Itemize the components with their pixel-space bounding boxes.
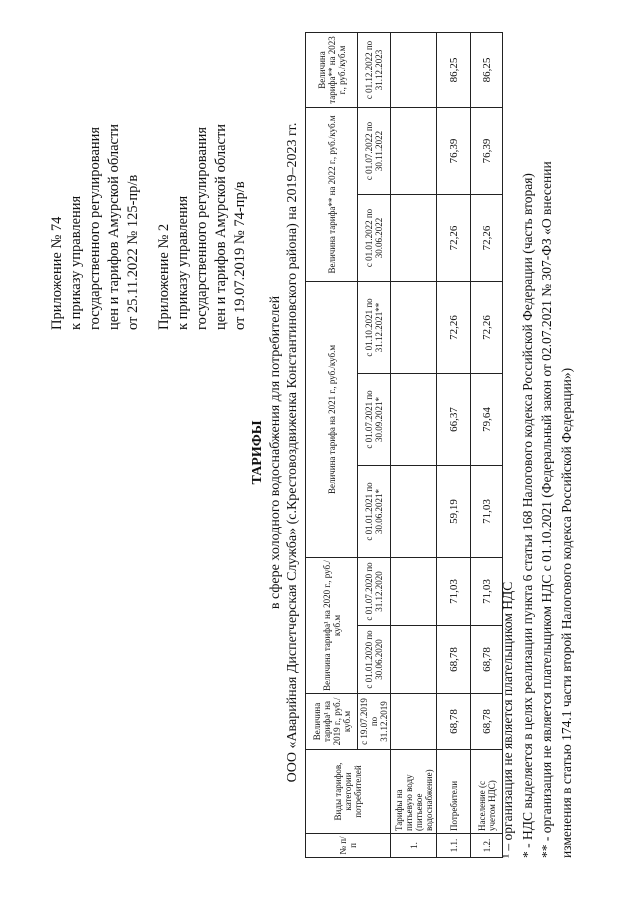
period-cell: с 01.01.2021 по 30.06.2021* xyxy=(358,465,391,557)
value-cell: 72,26 xyxy=(471,281,503,373)
table-period-row xyxy=(358,32,391,857)
period-cell: с 01.12.2022 по 31.12.2023 xyxy=(358,32,391,107)
value-cell: 86,25 xyxy=(471,32,503,107)
value-cell: 79,64 xyxy=(471,373,503,465)
appendix-line: государственного регулирования xyxy=(194,126,210,330)
period-cell: с 01.10.2021 по 31.12.2021** xyxy=(358,281,391,373)
value-cell: 68,78 xyxy=(437,694,471,750)
value-cell: 68,78 xyxy=(471,694,503,750)
period-cell: с 01.07.2020 по 31.12.2020 xyxy=(358,557,391,625)
value-cell: 72,26 xyxy=(437,194,471,281)
row-name: Тарифы на питьевую воду (питьевое водоснабжение) xyxy=(391,750,437,834)
footnote: изменения в статью 174.1 части второй Налогового кодекса Российской Федерации») xyxy=(558,367,574,858)
value-cell: 68,78 xyxy=(437,626,471,694)
header-2023: Величина тарифа** на 2023 г., руб./куб.м xyxy=(306,32,358,107)
value-cell xyxy=(391,107,437,194)
footnote: * - НДС выделяется в целях реализации пункта 6 статьи 168 Налогового кодекса Российской Федерации (часть вторая) xyxy=(519,173,535,858)
row-name: Население (с учетом НДС) xyxy=(471,750,503,834)
value-cell: 76,39 xyxy=(471,107,503,194)
appendix-2-block xyxy=(155,124,250,330)
header-2020: Величина тарифа¹ на 2020 г., руб./куб.м xyxy=(306,557,358,693)
header-tariff-type: Виды тарифов, категории потребителей xyxy=(306,750,391,834)
value-cell xyxy=(391,694,437,750)
table-row xyxy=(437,32,471,857)
value-cell xyxy=(391,373,437,465)
value-cell: 72,26 xyxy=(437,281,471,373)
title-heading: ТАРИФЫ xyxy=(250,420,265,485)
table-row xyxy=(391,32,437,857)
value-cell xyxy=(391,465,437,557)
footnote: ¹ – организация не является плательщиком НДС xyxy=(500,581,515,858)
footnote: ** - организация не является плательщиком НДС с 01.10.2021 (Федеральный закон от 02.07.2021 № 307-ФЗ «О внесении xyxy=(539,161,554,858)
appendix-74-block xyxy=(48,124,143,330)
appendix-line: Приложение № 2 xyxy=(156,223,172,330)
value-cell: 72,26 xyxy=(471,194,503,281)
appendix-line: от 25.11.2022 № 125-пр/в xyxy=(125,174,141,330)
header-2022: Величина тарифа** на 2022 г., руб./куб.м xyxy=(306,107,358,281)
row-name: Потребители xyxy=(437,750,471,834)
title-subline-1: в сфере холодного водоснабжения для потребителей xyxy=(268,295,283,610)
appendix-line: государственного регулирования xyxy=(87,126,103,330)
value-cell: 59,19 xyxy=(437,465,471,557)
header-number: № п/п xyxy=(306,834,391,858)
appendix-line: к приказу управления xyxy=(175,195,191,330)
header-2019: Величина тарифа¹ на 2019 г., руб./куб.м xyxy=(306,694,358,750)
period-cell: с 01.01.2020 по 30.06.2020 xyxy=(358,626,391,694)
period-cell: с 01.07.2022 по 30.11.2022 xyxy=(358,107,391,194)
document-title xyxy=(250,0,266,905)
appendix-line: от 19.07.2019 № 74-пр/в xyxy=(232,181,248,330)
footnotes xyxy=(498,161,576,858)
period-cell: с 19.07.2019 по 31.12.2019 xyxy=(358,694,391,750)
value-cell: 71,03 xyxy=(471,557,503,625)
title-subline-2: ООО «Аварийная Диспетчерская Служба» (с.Крестовоздвиженка Константиновского района) на 2019–2023 гг. xyxy=(285,122,300,783)
value-cell xyxy=(391,557,437,625)
row-number: 1.1. xyxy=(437,834,471,858)
value-cell: 68,78 xyxy=(471,626,503,694)
appendix-line: цен и тарифов Амурской области xyxy=(213,123,229,330)
table-header-row xyxy=(306,32,358,857)
value-cell xyxy=(391,626,437,694)
appendix-line: к приказу управления xyxy=(68,195,84,330)
value-cell: 71,03 xyxy=(471,465,503,557)
row-number: 1.2. xyxy=(471,834,503,858)
appendix-line: цен и тарифов Амурской области xyxy=(106,123,122,330)
header-2021: Величина тарифа на 2021 г., руб./куб.м xyxy=(306,281,358,557)
period-cell: с 01.01.2022 по 30.06.2022 xyxy=(358,194,391,281)
value-cell xyxy=(391,281,437,373)
row-number: 1. xyxy=(391,834,437,858)
value-cell xyxy=(391,194,437,281)
value-cell: 86,25 xyxy=(437,32,471,107)
appendix-line: Приложение № 74 xyxy=(49,216,65,330)
tariff-table xyxy=(305,32,503,858)
value-cell xyxy=(391,32,437,107)
value-cell: 66,37 xyxy=(437,373,471,465)
value-cell: 71,03 xyxy=(437,557,471,625)
value-cell: 76,39 xyxy=(437,107,471,194)
period-cell: с 01.07.2021 по 30.09.2021* xyxy=(358,373,391,465)
